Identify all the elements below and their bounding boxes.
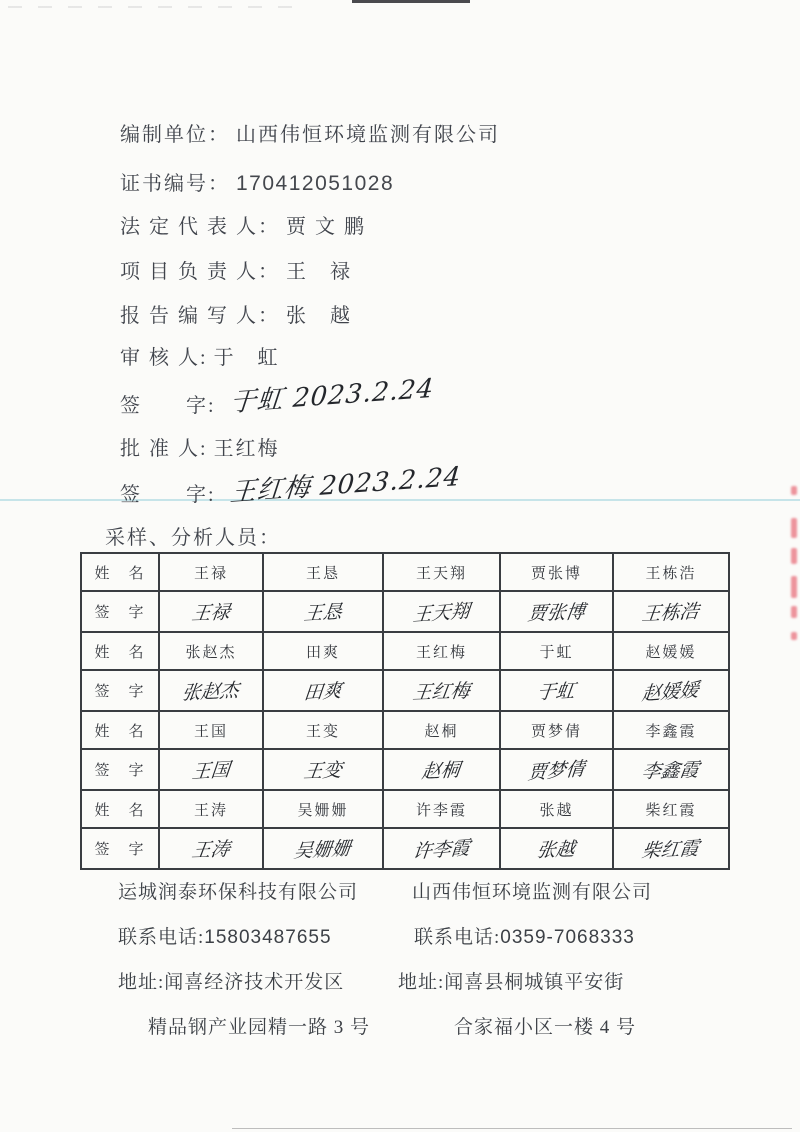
info-label: 批 准 人: [120,438,208,460]
info-line-compiling-unit [120,118,500,147]
personnel-signature-cell [500,670,613,711]
handwritten-signature: 张赵杰 [180,679,241,705]
info-label: 签 字: [120,395,216,417]
company-address-line2: 精品钢产业园精一路 3 号 [148,1017,371,1038]
personnel-signature-cell [383,591,500,632]
info-label: 证书编号： [120,173,230,195]
row-header-sign: 签 字 [81,749,159,790]
stamp-bleed-mark [791,606,797,618]
personnel-signature-cell [383,828,500,869]
personnel-name-cell: 王涛 [159,790,263,828]
personnel-name-cell: 吴姗姗 [263,790,383,828]
personnel-name-cell: 李鑫霞 [613,711,729,749]
company-address-line1 [398,970,652,996]
handwritten-signature: 王红梅 [411,679,472,705]
company-address-line2: 合家福小区一楼 4 号 [454,1017,637,1038]
handwritten-signature: 王国 [190,758,231,784]
handwritten-signature: 赵媛媛 [641,678,701,706]
handwritten-signature: 于虹 [535,679,577,705]
info-label: 报 告 编 写 人： [120,305,280,327]
handwritten-signature: 吴姗姗 [292,837,353,863]
personnel-signature-cell [613,749,729,790]
stamp-bleed-mark [791,632,797,640]
info-value: 山西伟恒环境监测有限公司 [236,124,500,146]
personnel-signature-cell [383,749,500,790]
personnel-name-cell: 贾张博 [500,553,613,591]
handwritten-signature: 王变 [302,759,344,783]
personnel-signature-cell [263,591,383,632]
address-label: 地址: [398,972,445,993]
personnel-name-cell: 赵媛媛 [613,632,729,670]
personnel-table [80,552,730,870]
personnel-name-cell: 许李霞 [383,790,500,828]
personnel-name-cell: 王天翔 [383,553,500,591]
row-header-sign: 签 字 [81,828,159,869]
handwritten-signature-reviewer: 于虹 2023.2.24 [228,373,436,419]
signature-row [81,828,729,869]
name-row [81,553,729,591]
handwritten-signature: 柴红霞 [640,837,701,863]
company-name: 山西伟恒环境监测有限公司 [412,882,653,903]
info-line-report-writer [120,299,352,328]
handwritten-signature: 赵桐 [420,758,462,784]
info-line-reviewer [120,341,280,370]
handwritten-signature-approver: 王红梅 2023.2.24 [228,461,462,509]
name-row [81,632,729,670]
handwritten-signature: 贾梦倩 [526,757,586,785]
info-label: 法 定 代 表 人： [120,216,280,238]
info-value: 王红梅 [213,438,280,460]
scan-artifact-top-dark-line [352,0,470,3]
row-header-name: 姓 名 [81,553,159,591]
stamp-bleed-mark [791,548,797,564]
personnel-name-cell: 田爽 [263,632,383,670]
phone-number: 0359-7068333 [500,927,635,948]
info-line-approver-signature [120,461,462,509]
personnel-name-cell: 张越 [500,790,613,828]
info-value: 170412051028 [236,172,395,195]
row-header-name: 姓 名 [81,790,159,828]
name-row [81,711,729,749]
personnel-signature-cell [263,828,383,869]
personnel-name-cell: 王恳 [263,553,383,591]
handwritten-signature: 贾张博 [526,600,587,626]
personnel-name-cell: 王禄 [159,553,263,591]
personnel-name-cell: 王栋浩 [613,553,729,591]
info-label: 签 字: [120,484,216,506]
personnel-name-cell: 贾梦倩 [500,711,613,749]
signature-row [81,670,729,711]
info-label: 审 核 人: [120,347,208,369]
personnel-signature-cell [500,591,613,632]
row-header-sign: 签 字 [81,670,159,711]
info-line-certificate-number [120,167,394,196]
personnel-name-cell: 王红梅 [383,632,500,670]
signature-row [81,749,729,790]
footer-company-right [398,880,652,1060]
info-label: 项 目 负 责 人： [120,261,280,283]
row-header-name: 姓 名 [81,632,159,670]
personnel-signature-cell [500,828,613,869]
company-address-line1 [118,970,370,996]
personnel-name-cell: 赵桐 [383,711,500,749]
handwritten-signature: 张越 [535,838,577,862]
personnel-signature-cell [500,749,613,790]
handwritten-signature: 田爽 [302,679,343,705]
stamp-bleed-mark [791,486,797,495]
stamp-bleed-mark [791,576,797,598]
personnel-signature-cell [383,670,500,711]
info-line-reviewer-signature [120,373,436,420]
footer-company-left [118,880,370,1060]
handwritten-signature: 王恳 [302,600,344,626]
personnel-signature-cell [263,670,383,711]
address-text: 闻喜经济技术开发区 [164,972,345,993]
stamp-bleed-mark [791,518,797,538]
handwritten-signature: 王栋浩 [640,600,701,626]
signature-row [81,591,729,632]
personnel-signature-cell [159,670,263,711]
personnel-name-cell: 王国 [159,711,263,749]
name-row [81,790,729,828]
handwritten-signature: 王禄 [190,601,232,625]
handwritten-signature: 李鑫霞 [640,758,701,784]
address-text: 闻喜县桐城镇平安街 [444,972,625,993]
info-value: 张 越 [286,305,352,327]
company-phone [118,925,370,951]
info-value: 贾 文 鹏 [286,216,366,238]
scan-artifact-top-dashes [8,6,308,8]
handwritten-signature: 许李霞 [411,836,471,864]
handwritten-signature: 王天翔 [411,599,471,627]
personnel-signature-cell [159,828,263,869]
handwritten-signature: 王涛 [190,838,232,862]
personnel-signature-cell [263,749,383,790]
info-label: 编制单位： [120,124,230,146]
personnel-name-cell: 于虹 [500,632,613,670]
company-name: 运城润泰环保科技有限公司 [118,882,359,903]
personnel-table-wrapper [80,552,730,870]
personnel-name-cell: 柴红霞 [613,790,729,828]
info-line-project-leader [120,255,352,284]
info-line-approver [120,432,280,461]
row-header-sign: 签 字 [81,591,159,632]
info-value: 于 虹 [213,347,280,369]
personnel-signature-cell [159,749,263,790]
personnel-section-title: 采样、分析人员： [105,527,281,549]
info-line-legal-representative [120,210,366,239]
info-value: 王 禄 [286,261,352,283]
personnel-signature-cell [613,670,729,711]
company-phone [414,925,652,951]
phone-label: 联系电话: [414,927,501,948]
phone-label: 联系电话: [118,927,205,948]
address-label: 地址: [118,972,165,993]
personnel-signature-cell [613,828,729,869]
scan-artifact-bottom-line [232,1128,792,1129]
personnel-name-cell: 王变 [263,711,383,749]
phone-number: 15803487655 [204,927,332,948]
personnel-name-cell: 张赵杰 [159,632,263,670]
row-header-name: 姓 名 [81,711,159,749]
personnel-signature-cell [159,591,263,632]
personnel-signature-cell [613,591,729,632]
